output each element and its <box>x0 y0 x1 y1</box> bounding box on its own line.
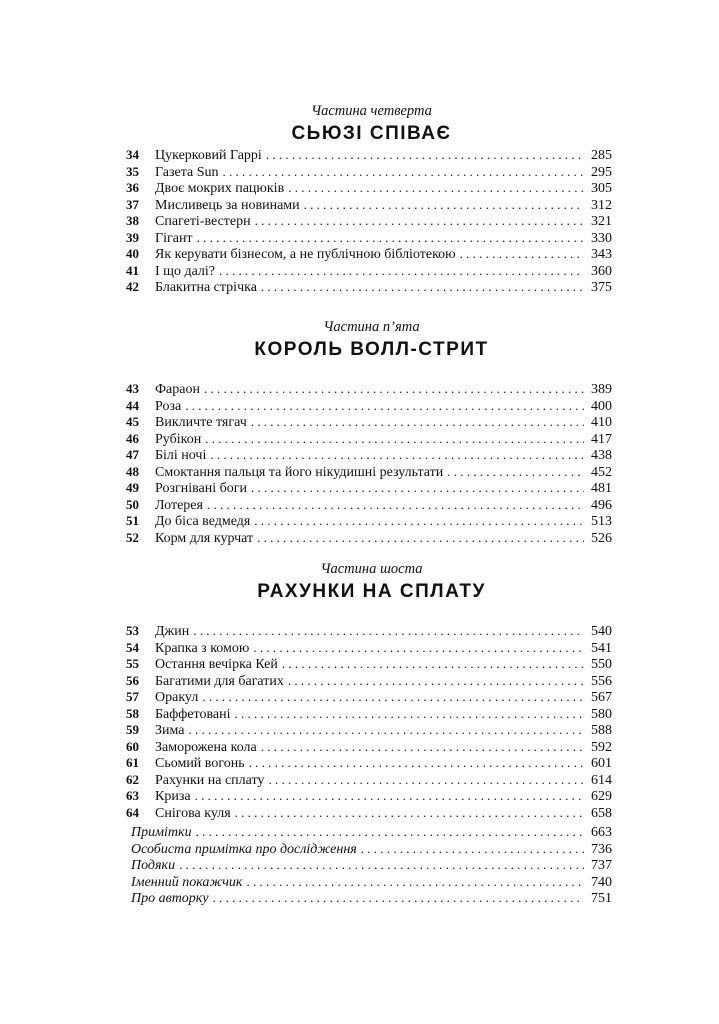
back-matter-entry <box>131 841 612 858</box>
chapter-title: Гігант <box>155 230 193 246</box>
chapter-title: Корм для курчат <box>155 530 254 546</box>
page-number: 614 <box>591 772 612 788</box>
page-number: 541 <box>591 640 612 656</box>
dot-leader <box>195 788 584 805</box>
dot-leader <box>193 623 584 640</box>
part-label: Частина шоста <box>320 561 423 577</box>
chapter-title: Оракул <box>155 690 199 705</box>
page-number: 321 <box>591 214 612 229</box>
part-label: Частина четверта <box>311 103 432 119</box>
chapter-number: 39 <box>126 229 139 245</box>
page-number: 389 <box>591 382 612 397</box>
dot-leader <box>196 824 584 841</box>
page-number: 601 <box>591 756 612 771</box>
chapter-entry <box>126 738 612 756</box>
page-number: 663 <box>591 825 612 840</box>
page-number: 452 <box>591 464 612 480</box>
chapter-entry <box>126 279 612 296</box>
back-matter-entry <box>131 874 612 891</box>
back-matter-title: Подяки <box>131 858 176 873</box>
dot-leader <box>261 739 584 756</box>
chapter-title: Сьомий вогонь <box>155 756 245 771</box>
dot-leader <box>205 431 584 448</box>
chapter-title: Баффетовані <box>155 706 231 722</box>
page-number: 400 <box>591 398 612 414</box>
chapter-title: Крапка з комою <box>155 640 250 656</box>
page-number: 410 <box>591 415 612 430</box>
chapter-number: 34 <box>126 147 139 162</box>
chapter-number: 56 <box>126 672 139 688</box>
page-number: 540 <box>591 624 612 639</box>
back-matter-entry <box>131 824 612 841</box>
dot-leader <box>268 772 584 789</box>
chapter-list <box>126 623 612 821</box>
chapter-entry <box>126 213 612 230</box>
chapter-number: 51 <box>126 513 139 528</box>
page-number: 592 <box>591 739 612 755</box>
chapter-number: 57 <box>126 689 139 704</box>
dot-leader <box>257 530 584 547</box>
dot-leader <box>261 279 584 296</box>
dot-leader <box>251 480 584 497</box>
page-number: 312 <box>591 197 612 213</box>
dot-leader <box>223 164 585 181</box>
chapter-title: Заморожена кола <box>155 739 257 755</box>
back-matter-section <box>131 824 612 907</box>
chapter-title: Мисливець за новинами <box>155 197 300 213</box>
chapter-title: Роза <box>155 398 182 414</box>
chapter-number: 35 <box>126 163 139 179</box>
dot-leader <box>185 398 584 415</box>
dot-leader <box>179 857 584 874</box>
page-number: 375 <box>591 280 612 295</box>
back-matter-entry <box>131 857 612 874</box>
dot-leader <box>188 722 584 739</box>
page-number: 740 <box>591 874 612 890</box>
chapter-entry <box>126 705 612 723</box>
chapter-entry <box>126 180 612 197</box>
page-number: 580 <box>591 706 612 722</box>
dot-leader <box>251 414 584 431</box>
dot-leader <box>255 213 584 230</box>
chapter-entry <box>126 463 612 481</box>
chapter-title: Як керувати бізнесом, а не публічною бібліотекою <box>155 247 456 262</box>
chapter-entry <box>126 529 612 547</box>
back-matter-title: Примітки <box>131 825 192 840</box>
chapter-number: 40 <box>126 246 139 261</box>
chapter-number: 61 <box>126 755 139 770</box>
chapter-number: 62 <box>126 771 139 787</box>
chapter-title: Рубікон <box>155 431 202 447</box>
dot-leader <box>204 381 584 398</box>
chapter-number: 42 <box>126 279 139 294</box>
chapter-number: 41 <box>126 262 139 278</box>
dot-leader <box>288 673 584 690</box>
chapter-number: 58 <box>126 705 139 721</box>
chapter-entry <box>126 639 612 657</box>
chapter-list <box>126 381 612 546</box>
page-number: 438 <box>591 448 612 463</box>
page-number: 285 <box>591 148 612 163</box>
chapter-title: Білі ночі <box>155 448 207 463</box>
chapter-entry <box>126 496 612 514</box>
dot-leader <box>288 180 584 197</box>
chapter-number: 50 <box>126 496 139 512</box>
page-number: 567 <box>591 690 612 705</box>
chapter-number: 49 <box>126 480 139 495</box>
page-number: 295 <box>591 164 612 180</box>
chapter-number: 44 <box>126 397 139 413</box>
chapter-number: 54 <box>126 639 139 655</box>
back-matter-title: Про авторку <box>131 891 209 906</box>
chapter-entry <box>126 722 612 739</box>
chapter-title: Смоктання пальця та його нікудишні результати <box>155 464 444 480</box>
dot-leader <box>253 640 584 657</box>
chapter-title: Джин <box>155 624 190 639</box>
chapter-number: 53 <box>126 623 139 638</box>
back-matter-title: Особиста примітка про дослідження <box>131 841 357 857</box>
back-matter-list <box>131 824 612 907</box>
chapter-entry <box>126 430 612 448</box>
chapter-entry <box>126 414 612 431</box>
dot-leader <box>235 805 584 822</box>
chapter-title: Блакитна стрічка <box>155 280 257 295</box>
page-number: 417 <box>591 431 612 447</box>
chapter-title: Спагеті-вестерн <box>155 214 251 229</box>
page-number: 343 <box>591 247 612 262</box>
chapter-title: Газета Sun <box>155 164 219 180</box>
page-number: 496 <box>591 497 612 513</box>
part-six-section <box>126 559 612 821</box>
page-number: 751 <box>591 891 612 906</box>
chapter-entry <box>126 246 612 263</box>
chapter-title: Остання вечірка Кей <box>155 657 278 672</box>
chapter-entry <box>126 623 612 640</box>
chapter-title: Двоє мокрих пацюків <box>155 181 285 196</box>
dot-leader <box>447 464 584 481</box>
page-number: 360 <box>591 263 612 279</box>
chapter-title: До біса ведмедя <box>155 514 251 529</box>
chapter-entry <box>126 381 612 398</box>
back-matter-title: Іменний покажчик <box>131 874 243 890</box>
chapter-number: 47 <box>126 447 139 462</box>
chapter-list <box>126 147 612 296</box>
chapter-number: 43 <box>126 381 139 396</box>
chapter-number: 38 <box>126 213 139 228</box>
chapter-title: Зима <box>155 723 185 738</box>
chapter-title: Криза <box>155 789 191 804</box>
dot-leader <box>304 197 584 214</box>
chapter-number: 55 <box>126 656 139 671</box>
chapter-entry <box>126 689 612 706</box>
part-label: Частина п’ята <box>323 319 420 335</box>
dot-leader <box>246 874 584 891</box>
chapter-entry <box>126 788 612 805</box>
chapter-number: 36 <box>126 180 139 195</box>
chapter-title: Фараон <box>155 382 200 397</box>
page-number: 556 <box>591 673 612 689</box>
chapter-title: І що далі? <box>155 263 215 279</box>
dot-leader <box>219 263 584 280</box>
chapter-number: 48 <box>126 463 139 479</box>
chapter-number: 59 <box>126 722 139 737</box>
chapter-title: Лотерея <box>155 497 203 513</box>
dot-leader <box>197 230 584 247</box>
part-five-section <box>126 317 612 546</box>
dot-leader <box>249 755 584 772</box>
dot-leader <box>213 890 584 907</box>
chapter-entry <box>126 672 612 690</box>
dot-leader <box>254 513 584 530</box>
dot-leader <box>202 689 584 706</box>
page-number: 305 <box>591 181 612 196</box>
dot-leader <box>361 841 584 858</box>
page-number: 736 <box>591 841 612 857</box>
chapter-entry <box>126 480 612 497</box>
chapter-entry <box>126 196 612 214</box>
dot-leader <box>282 656 584 673</box>
part-title: РАХУНКИ НА СПЛАТУ <box>257 581 486 602</box>
chapter-number: 63 <box>126 788 139 803</box>
dot-leader <box>207 497 584 514</box>
page-number: 330 <box>591 230 612 246</box>
chapter-title: Багатими для багатих <box>155 673 284 689</box>
page-number: 658 <box>591 805 612 821</box>
dot-leader <box>234 706 584 723</box>
page-number: 513 <box>591 514 612 529</box>
chapter-entry <box>126 771 612 789</box>
chapter-title: Рахунки на сплату <box>155 772 265 788</box>
page-number: 588 <box>591 723 612 738</box>
chapter-entry <box>126 163 612 181</box>
chapter-entry <box>126 147 612 164</box>
chapter-number: 64 <box>126 804 139 820</box>
part-title: СЬЮЗІ СПІВАЄ <box>291 123 452 144</box>
back-matter-entry <box>131 890 612 907</box>
chapter-number: 52 <box>126 529 139 545</box>
part-four-section <box>126 101 612 296</box>
chapter-title: Цукерковий Гаррі <box>155 148 262 163</box>
chapter-number: 60 <box>126 738 139 754</box>
chapter-entry <box>126 447 612 464</box>
page-number: 481 <box>591 481 612 496</box>
chapter-entry <box>126 397 612 415</box>
chapter-number: 45 <box>126 414 139 429</box>
chapter-entry <box>126 229 612 247</box>
part-title: КОРОЛЬ ВОЛЛ-СТРИТ <box>254 339 489 360</box>
chapter-title: Снігова куля <box>155 805 231 821</box>
page-number: 526 <box>591 530 612 546</box>
page-number: 550 <box>591 657 612 672</box>
dot-leader <box>266 147 584 164</box>
page-number: 737 <box>591 858 612 873</box>
chapter-entry <box>126 804 612 822</box>
chapter-title: Розгнівані боги <box>155 481 247 496</box>
chapter-title: Викличте тягач <box>155 415 247 430</box>
chapter-number: 37 <box>126 196 139 212</box>
chapter-entry <box>126 513 612 530</box>
page-number: 629 <box>591 789 612 804</box>
chapter-entry <box>126 755 612 772</box>
dot-leader <box>210 447 584 464</box>
chapter-entry <box>126 262 612 280</box>
chapter-entry <box>126 656 612 673</box>
dot-leader <box>460 246 584 263</box>
chapter-number: 46 <box>126 430 139 446</box>
